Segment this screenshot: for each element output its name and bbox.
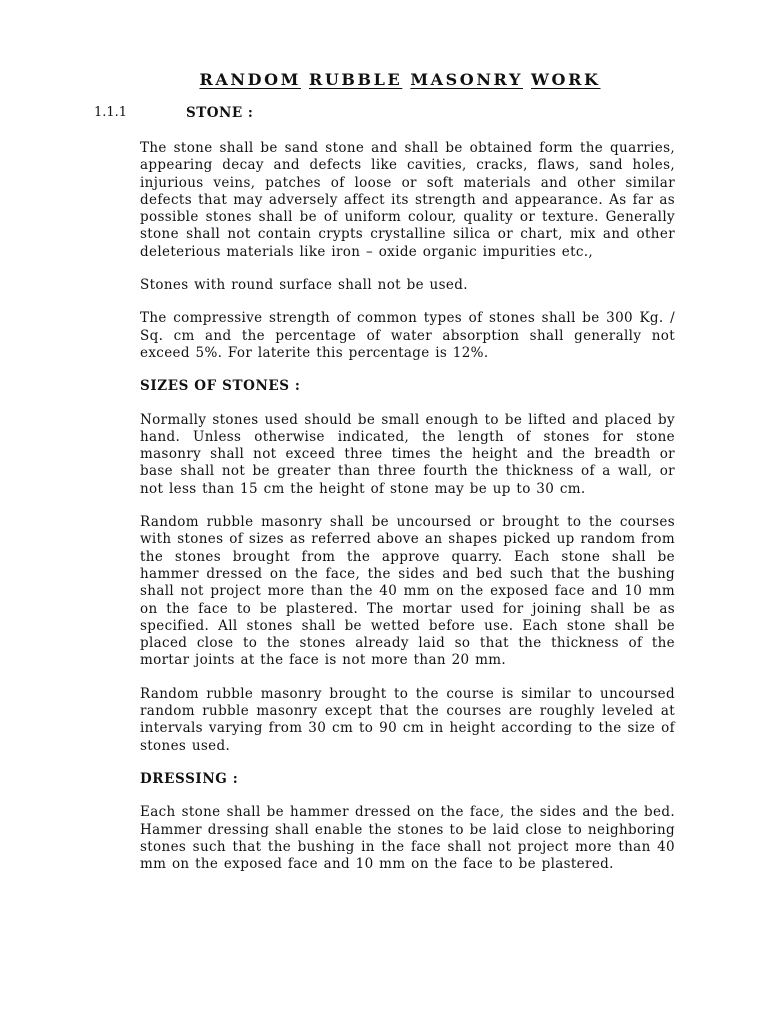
paragraph-coursed-masonry: Random rubble masonry brought to the course is similar to uncoursed random rubble masonry except that the courses are roughly leveled at intervals varying from 30 cm to 90 cm in height according to the size of stones used. (140, 685, 675, 754)
title-word-3: MASONRY (410, 70, 523, 89)
paragraph-round-surface: Stones with round surface shall not be used. (140, 277, 468, 294)
paragraph-dressing: Each stone shall be hammer dressed on the face, the sides and the bed. Hammer dressing shall enable the stones to be laid close to neighboring stones such that the bushing in the face shall not project more than 40 mm on the exposed face and 10 mm on the face to be plastered. (140, 804, 675, 873)
section-title: STONE : (186, 105, 254, 121)
title-word-1: RANDOM (199, 70, 301, 89)
paragraph-compressive-strength: The compressive strength of common types of stones shall be 300 Kg. / Sq. cm and the percentage of water absorption shall generally not exceed 5%. For laterite this percentage is 12%. (140, 310, 675, 361)
title-word-2: RUBBLE (308, 70, 403, 89)
paragraph-stone-quality: The stone shall be sand stone and shall be obtained form the quarries, appearing decay and defects like cavities, cracks, flaws, sand holes, injurious veins, patches of loose or soft materials and other similar defects that may adversely affect its strength and appearance. As far as possible stones shall be of uniform colour, quality or texture. Generally stone shall not contain crypts crystalline silica or chart, mix and other deleterious materials like iron – oxide organic impurities etc., (140, 140, 675, 260)
paragraph-stone-sizes: Normally stones used should be small enough to be lifted and placed by hand. Unless otherwise indicated, the length of stones for stone masonry shall not exceed three times the height and the breadth or base shall not be greater than three fourth the thickness of a wall, or not less than 15 cm the height of stone may be up to 30 cm. (140, 411, 675, 497)
subheading-dressing: DRESSING : (140, 770, 239, 787)
section-number: 1.1.1 (94, 105, 128, 120)
paragraph-uncoursed-masonry: Random rubble masonry shall be uncoursed or brought to the courses with stones of sizes as referred above an shapes picked up random from the stones brought from the approve quarry. Each stone shall be hammer dressed on the face, the sides and bed such that the bushing shall not project more than the 40 mm on the exposed face and 10 mm on the face to be plastered. The mortar used for joining shall be as specified. All stones shall be wetted before use. Each stone shall be placed close to the stones already laid so that the thickness of the mortar joints at the face is not more than 20 mm. (140, 514, 675, 669)
subheading-sizes-of-stones: SIZES OF STONES : (140, 378, 301, 395)
document-title (0, 70, 768, 89)
title-word-4: WORK (530, 70, 601, 89)
document-body (140, 140, 675, 889)
